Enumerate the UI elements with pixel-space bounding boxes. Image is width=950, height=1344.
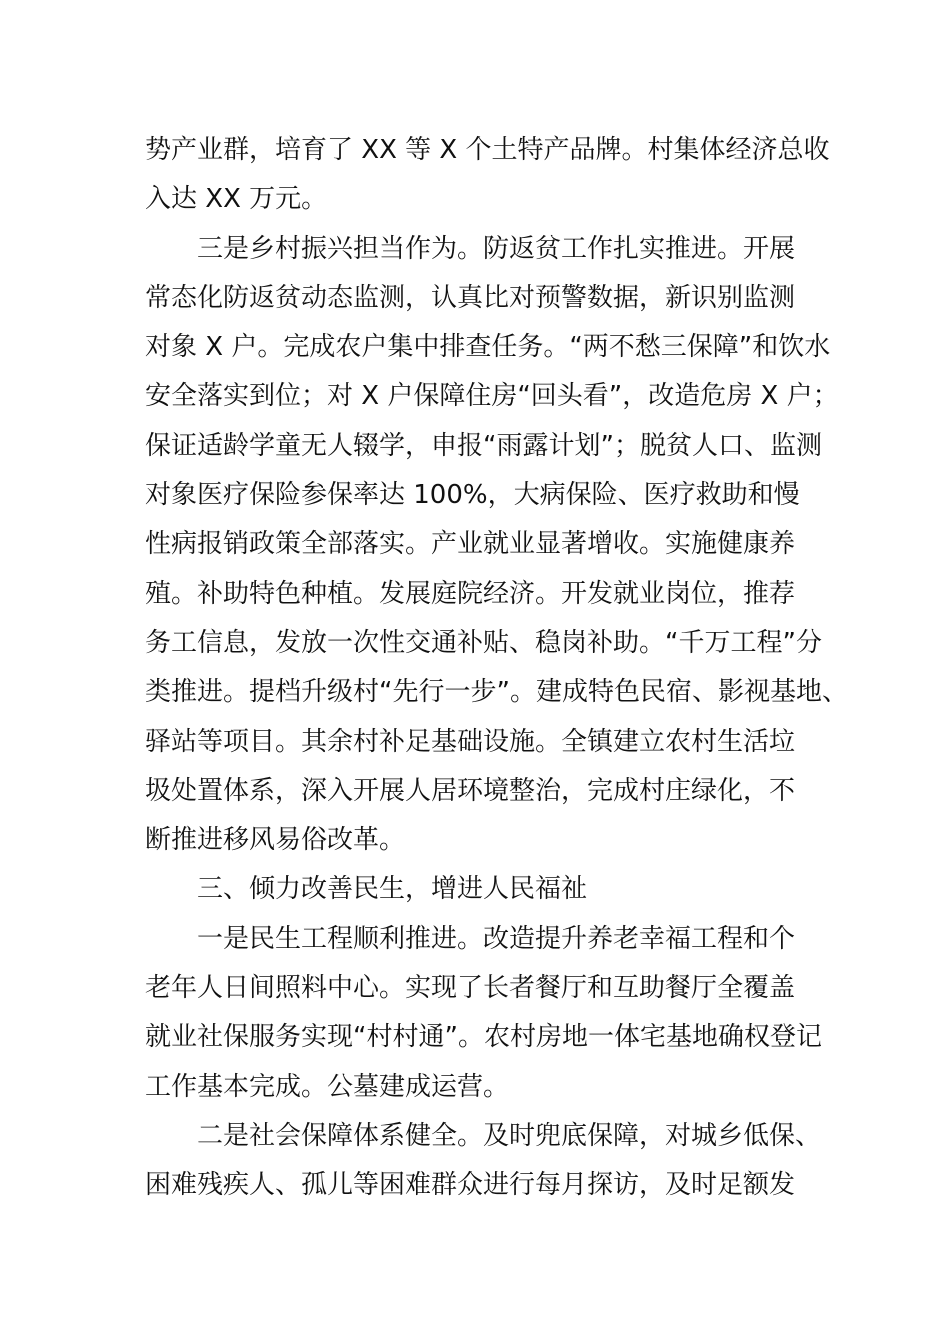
paragraph-start-line: 二是社会保障体系健全。及时兜底保障，对城乡低保、	[197, 1120, 822, 1151]
text-line: 对象医疗保险参保率达 100%，大病保险、医疗救助和慢	[145, 480, 800, 511]
text-line: 殖。补助特色种植。发展庭院经济。开发就业岗位，推荐	[145, 578, 796, 609]
text-line: 老年人日间照料中心。实现了长者餐厅和互助餐厅全覆盖	[145, 973, 796, 1004]
section-heading: 三、倾力改善民生，增进人民福祉	[197, 874, 588, 905]
text-line: 断推进移风易俗改革。	[145, 825, 406, 856]
text-line: 困难残疾人、孤儿等困难群众进行每月探访，及时足额发	[145, 1170, 796, 1201]
paragraph-start-line: 三是乡村振兴担当作为。防返贫工作扎实推进。开展	[197, 233, 796, 264]
text-line: 性病报销政策全部落实。产业就业显著增收。实施健康养	[145, 529, 796, 560]
text-line: 就业社保服务实现“村村通”。农村房地一体宅基地确权登记	[145, 1022, 822, 1053]
text-line: 圾处置体系，深入开展人居环境整治，完成村庄绿化，不	[145, 775, 796, 806]
text-line: 安全落实到位；对 X 户保障住房“回头看”，改造危房 X 户；	[145, 381, 839, 412]
text-line: 入达 XX 万元。	[145, 184, 328, 215]
text-line: 务工信息，发放一次性交通补贴、稳岗补助。“千万工程”分	[145, 627, 822, 658]
text-line: 常态化防返贫动态监测，认真比对预警数据，新识别监测	[145, 282, 796, 313]
text-line: 工作基本完成。公墓建成运营。	[145, 1071, 510, 1102]
body-text	[145, 126, 848, 1211]
text-line: 保证适龄学童无人辍学，申报“雨露计划”；脱贫人口、监测	[145, 430, 822, 461]
text-line: 势产业群，培育了 XX 等 X 个土特产品牌。村集体经济总收	[145, 135, 830, 165]
text-line: 驿站等项目。其余村补足基础设施。全镇建立农村生活垃	[145, 726, 796, 757]
paragraph-start-line: 一是民生工程顺利推进。改造提升养老幸福工程和个	[197, 923, 796, 954]
text-line: 对象 X 户。完成农户集中排查任务。“两不愁三保障”和饮水	[145, 332, 831, 363]
text-line: 类推进。提档升级村“先行一步”。建成特色民宿、影视基地、	[145, 677, 848, 708]
